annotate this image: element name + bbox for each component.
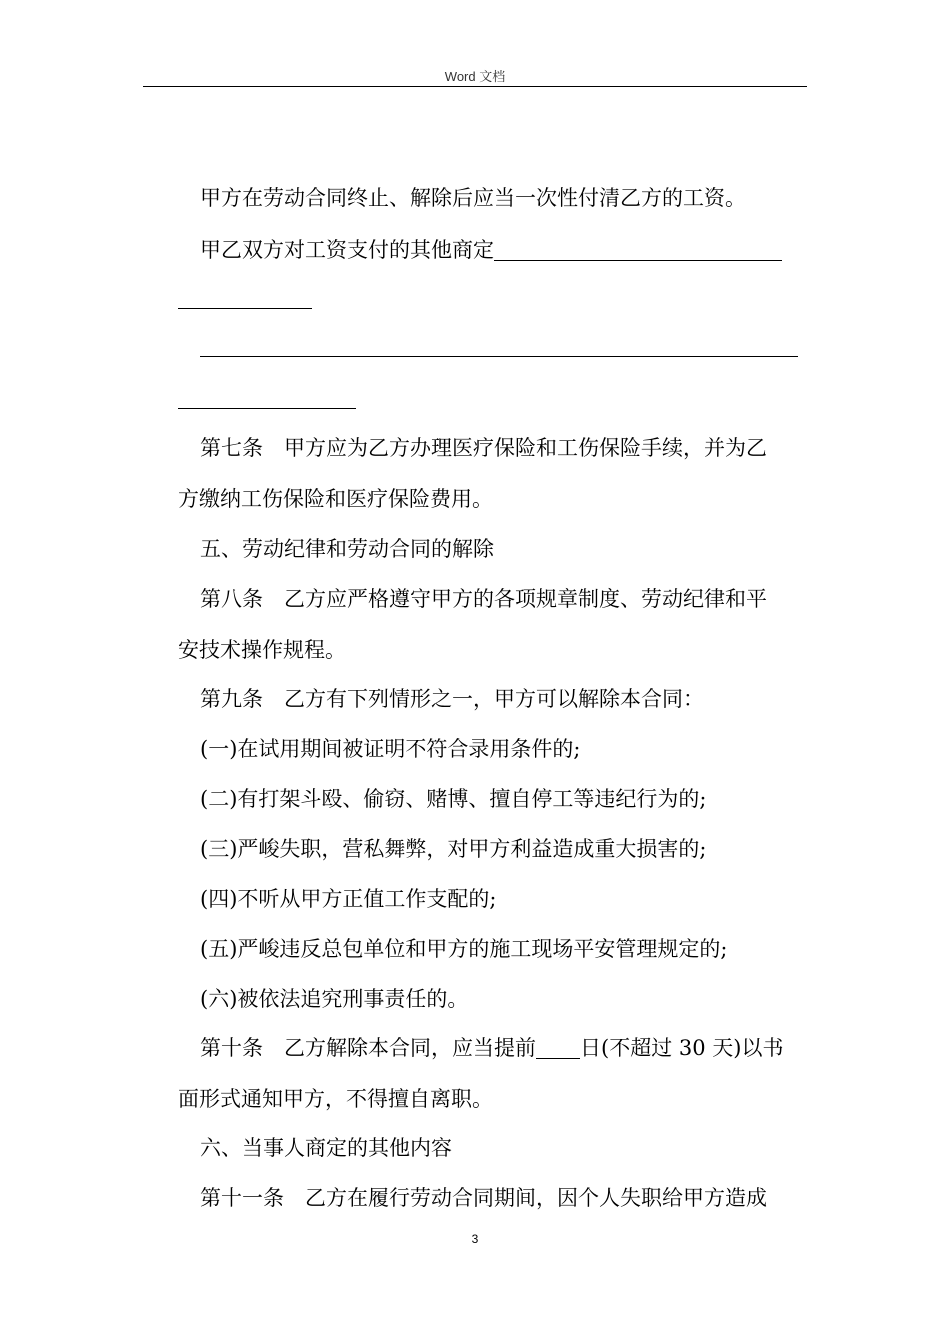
page-header: Word 文档 bbox=[444, 69, 506, 84]
section-heading: 五、劳动纪律和劳动合同的解除 bbox=[200, 537, 494, 561]
list-item: (六)被依法追究刑事责任的。 bbox=[200, 987, 469, 1011]
fill-in-blank bbox=[494, 240, 782, 261]
section-heading: 六、当事人商定的其他内容 bbox=[200, 1136, 452, 1160]
fill-in-blank bbox=[536, 1038, 580, 1059]
list-item: (五)严峻违反总包单位和甲方的施工现场平安管理规定的; bbox=[200, 937, 728, 961]
list-item: (一)在试用期间被证明不符合录用条件的; bbox=[200, 737, 581, 761]
list-item: (四)不听从甲方正值工作支配的; bbox=[200, 887, 497, 911]
paragraph-text: 第十条 乙方解除本合同，应当提前 bbox=[200, 1036, 536, 1060]
paragraph: 第七条 甲方应为乙方办理医疗保险和工伤保险手续，并为乙 bbox=[200, 436, 767, 460]
fill-in-blank bbox=[200, 356, 798, 357]
fill-in-blank bbox=[178, 408, 356, 409]
paragraph bbox=[200, 240, 840, 261]
paragraph: 甲方在劳动合同终止、解除后应当一次性付清乙方的工资。 bbox=[200, 186, 746, 210]
paragraph: 面形式通知甲方，不得擅自离职。 bbox=[178, 1087, 493, 1111]
header-divider bbox=[143, 86, 807, 87]
paragraph: 安技术操作规程。 bbox=[178, 638, 346, 662]
paragraph-text: 日(不超过 30 天)以书 bbox=[580, 1036, 784, 1060]
paragraph: 第十一条 乙方在履行劳动合同期间，因个人失职给甲方造成 bbox=[200, 1186, 767, 1210]
page-number: 3 bbox=[471, 1232, 479, 1246]
paragraph bbox=[200, 1038, 840, 1059]
paragraph-text: 甲乙双方对工资支付的其他商定 bbox=[200, 238, 494, 262]
fill-in-blank bbox=[178, 308, 312, 309]
paragraph: 方缴纳工伤保险和医疗保险费用。 bbox=[178, 487, 493, 511]
list-item: (二)有打架斗殴、偷窃、赌博、擅自停工等违纪行为的; bbox=[200, 787, 707, 811]
paragraph: 第九条 乙方有下列情形之一，甲方可以解除本合同： bbox=[200, 687, 704, 711]
list-item: (三)严峻失职，营私舞弊，对甲方利益造成重大损害的; bbox=[200, 837, 707, 861]
paragraph: 第八条 乙方应严格遵守甲方的各项规章制度、劳动纪律和平 bbox=[200, 587, 767, 611]
